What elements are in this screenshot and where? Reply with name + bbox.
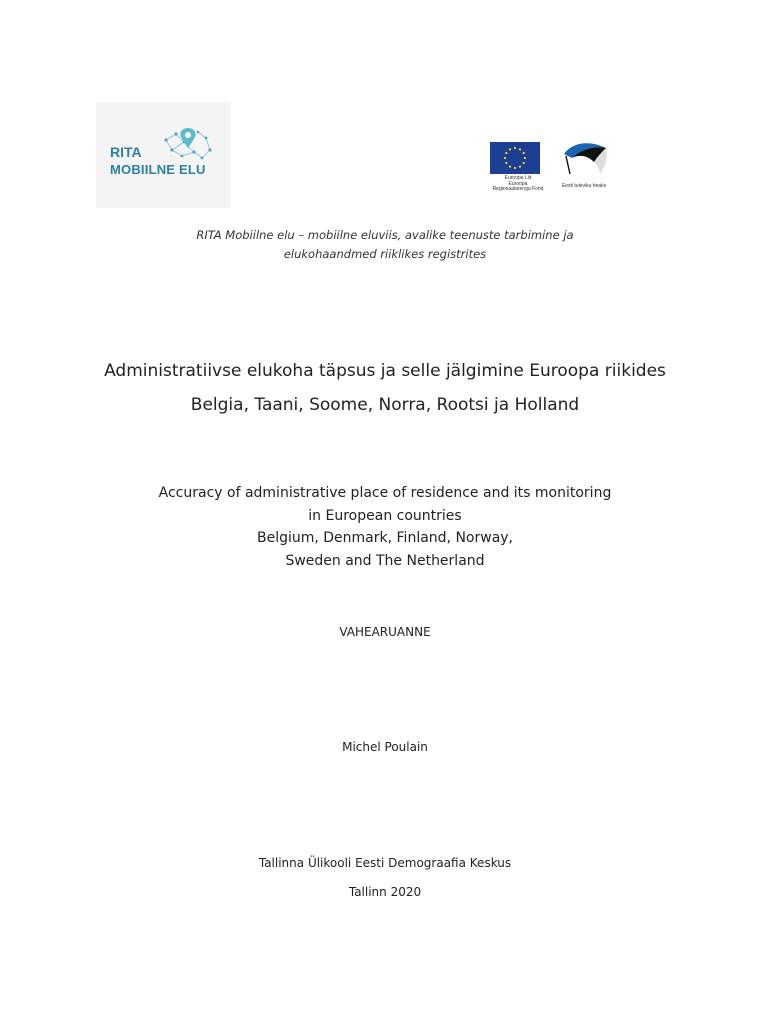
report-type: VAHEARUANNE [339, 625, 431, 639]
title-estonian-line2: Belgia, Taani, Soome, Norra, Rootsi ja Holland [190, 395, 580, 415]
eu-star [514, 167, 516, 169]
project-description-line1: RITA Mobiilne elu – mobiilne eluviis, avalike teenuste tarbimine ja [196, 228, 574, 242]
eu-star [514, 147, 516, 149]
eu-flag-icon [490, 142, 540, 174]
title-english-line3: Belgium, Denmark, Finland, Norway, [256, 530, 514, 546]
map-pin-network-icon [162, 126, 218, 166]
eu-caption-line3: Regionaalarengu Fond [492, 186, 544, 192]
author-name: Michel Poulain [342, 740, 428, 754]
eu-star [523, 162, 525, 164]
eu-logo [490, 142, 546, 193]
title-english-line4: Sweden and The Netherland [285, 552, 485, 569]
eu-star [519, 148, 521, 150]
eu-star [509, 148, 511, 150]
eu-caption-line2: Euroopa [508, 180, 528, 187]
place-year: Tallinn 2020 [348, 885, 422, 899]
title-english-line1: Accuracy of administrative place of residence and its monitoring [158, 485, 612, 501]
eu-caption-line1: Euroopa Liit [504, 175, 532, 181]
project-description-line2: elukohaandmed riiklikes registrites [283, 247, 487, 261]
estonia-caption: Eesti tuleviku heaks [561, 183, 607, 189]
eu-star [505, 162, 507, 164]
title-english [0, 482, 770, 572]
project-description [0, 226, 770, 264]
eu-star [505, 152, 507, 154]
eu-caption [490, 176, 546, 193]
rita-logo [96, 102, 230, 208]
estonia-logo [556, 140, 612, 189]
eu-star [524, 157, 526, 159]
eu-star [519, 166, 521, 168]
eu-star [509, 166, 511, 168]
rita-logo-line1: RITA [110, 144, 142, 160]
eu-star [504, 157, 506, 159]
title-estonian-line1: Administratiivse elukoha täpsus ja selle jälgimine Euroopa riikides [104, 361, 666, 381]
institution-name: Tallinna Ülikooli Eesti Demograafia Keskus [258, 856, 512, 870]
estonian-flag-swoosh-icon [556, 140, 612, 178]
eu-star [523, 152, 525, 154]
title-english-line2: in European countries [308, 507, 462, 524]
rita-logo-line2: MOBIILNE ELU [110, 162, 206, 177]
